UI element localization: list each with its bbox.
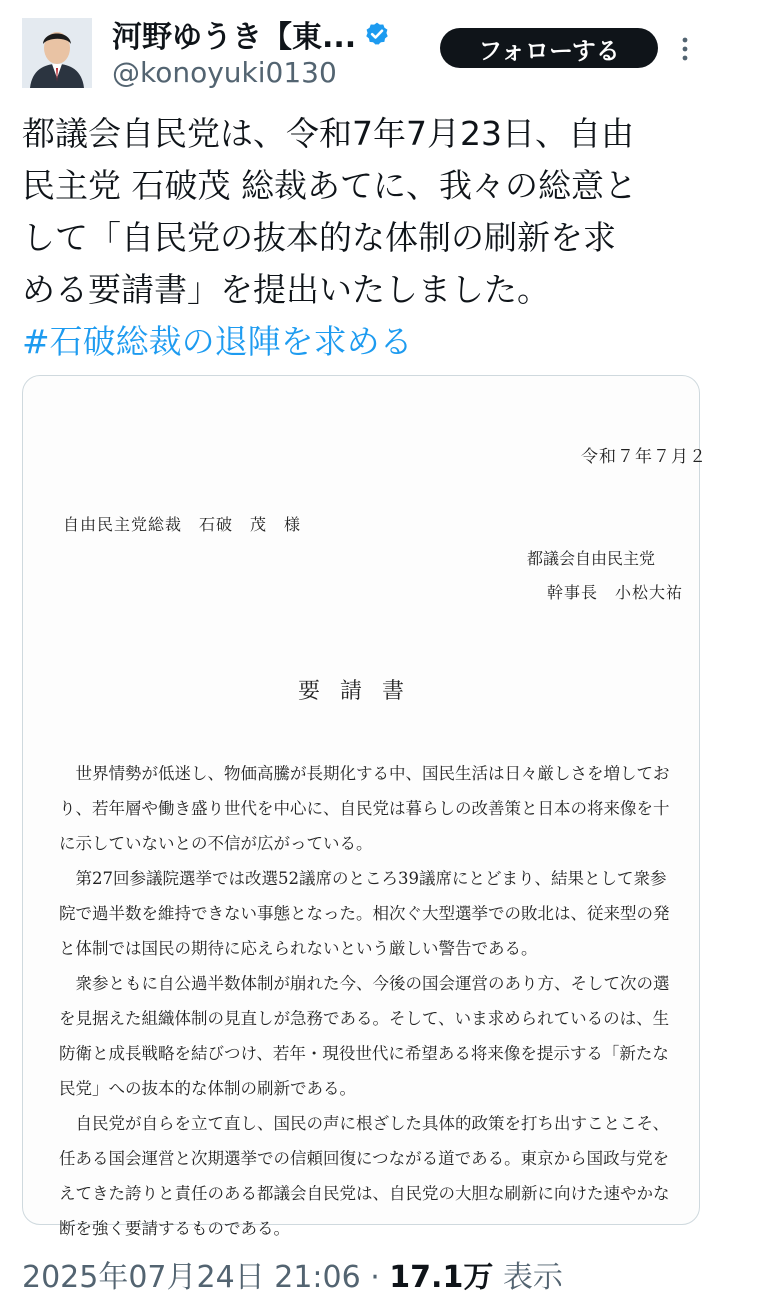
follow-button[interactable]: フォローする xyxy=(440,28,658,68)
attached-image[interactable] xyxy=(22,375,707,1238)
document-body-line: り、若年層や働き盛り世代を中心に、自民党は暮らしの改善策と日本の将来像を十 xyxy=(59,799,670,818)
user-handle[interactable]: @konoyuki0130 xyxy=(112,56,337,89)
avatar[interactable] xyxy=(22,18,92,88)
more-options-icon[interactable] xyxy=(676,34,694,64)
document-body-line: 院で過半数を維持できない事態となった。相次ぐ大型選挙での敗北は、従来型の発 xyxy=(59,904,670,923)
document-body-line: 防衛と成長戦略を結びつけ、若年・現役世代に希望ある将来像を提示する「新たな xyxy=(59,1044,669,1063)
document-body xyxy=(59,756,759,1246)
avatar-portrait-icon xyxy=(22,18,92,88)
document-body-line: 任ある国会運営と次期選挙での信頼回復につながる道である。東京から国政与党を xyxy=(59,1149,670,1168)
document-body-line: 自民党が自らを立て直し、国民の声に根ざした具体的政策を打ち出すことこそ、 xyxy=(59,1114,670,1133)
document-sender-person: 幹事長 小松大祐 xyxy=(547,583,684,602)
tweet-text-line: 都議会自民党は、令和7年7月23日、自由 xyxy=(22,114,634,153)
meta-separator: · xyxy=(360,1260,390,1295)
document-body-line: 断を強く要請するものである。 xyxy=(59,1219,290,1238)
request-document xyxy=(23,376,707,1238)
display-name[interactable]: 河野ゆうき【東... xyxy=(112,20,357,55)
tweet-text xyxy=(22,108,698,368)
document-addressee: 自由民主党総裁 石破 茂 様 xyxy=(63,515,302,534)
document-date: 令和７年７月２ xyxy=(581,447,707,467)
document-body-line: と体制では国民の期待に応えられないという厳しい警告である。 xyxy=(59,939,538,958)
verified-badge-icon xyxy=(364,21,390,47)
tweet-meta xyxy=(22,1252,563,1296)
hashtag-link[interactable]: #石破総裁の退陣を求める xyxy=(22,322,413,361)
name-row xyxy=(112,14,390,54)
document-body-line: に示していないとの不信が広がっている。 xyxy=(59,834,373,853)
views-label: 表示 xyxy=(493,1260,563,1295)
document-sender-org: 都議会自由民主党 xyxy=(527,549,656,568)
tweet-text-line: める要請書」を提出いたしました。 xyxy=(22,270,550,309)
tweet-text-line: して「自民党の抜本的な体制の刷新を求 xyxy=(22,218,616,257)
document-body-line: 民党」への抜本的な体制の刷新である。 xyxy=(59,1079,356,1098)
tweet-header xyxy=(0,0,720,100)
post-timestamp[interactable]: 2025年07月24日 21:06 xyxy=(22,1260,361,1295)
document-title: 要請書 xyxy=(297,679,424,704)
tweet-text-line: 民主党 石破茂 総裁あてに、我々の総意と xyxy=(22,166,637,205)
document-body-line: 衆参ともに自公過半数体制が崩れた今、今後の国会運営のあり方、そして次の選 xyxy=(59,974,670,993)
document-body-line: 第27回参議院選挙では改選52議席のところ39議席にとどまり、結果として衆参 xyxy=(59,869,667,888)
document-body-line: えてきた誇りと責任のある都議会自民党は、自民党の大胆な刷新に向けた速やかな xyxy=(59,1184,670,1203)
document-body-line: を見据えた組織体制の見直しが急務である。そして、いま求められているのは、生 xyxy=(59,1009,670,1028)
document-body-line: 世界情勢が低迷し、物価高騰が長期化する中、国民生活は日々厳しさを増してお xyxy=(59,764,670,783)
views-count[interactable]: 17.1万 xyxy=(389,1260,494,1295)
